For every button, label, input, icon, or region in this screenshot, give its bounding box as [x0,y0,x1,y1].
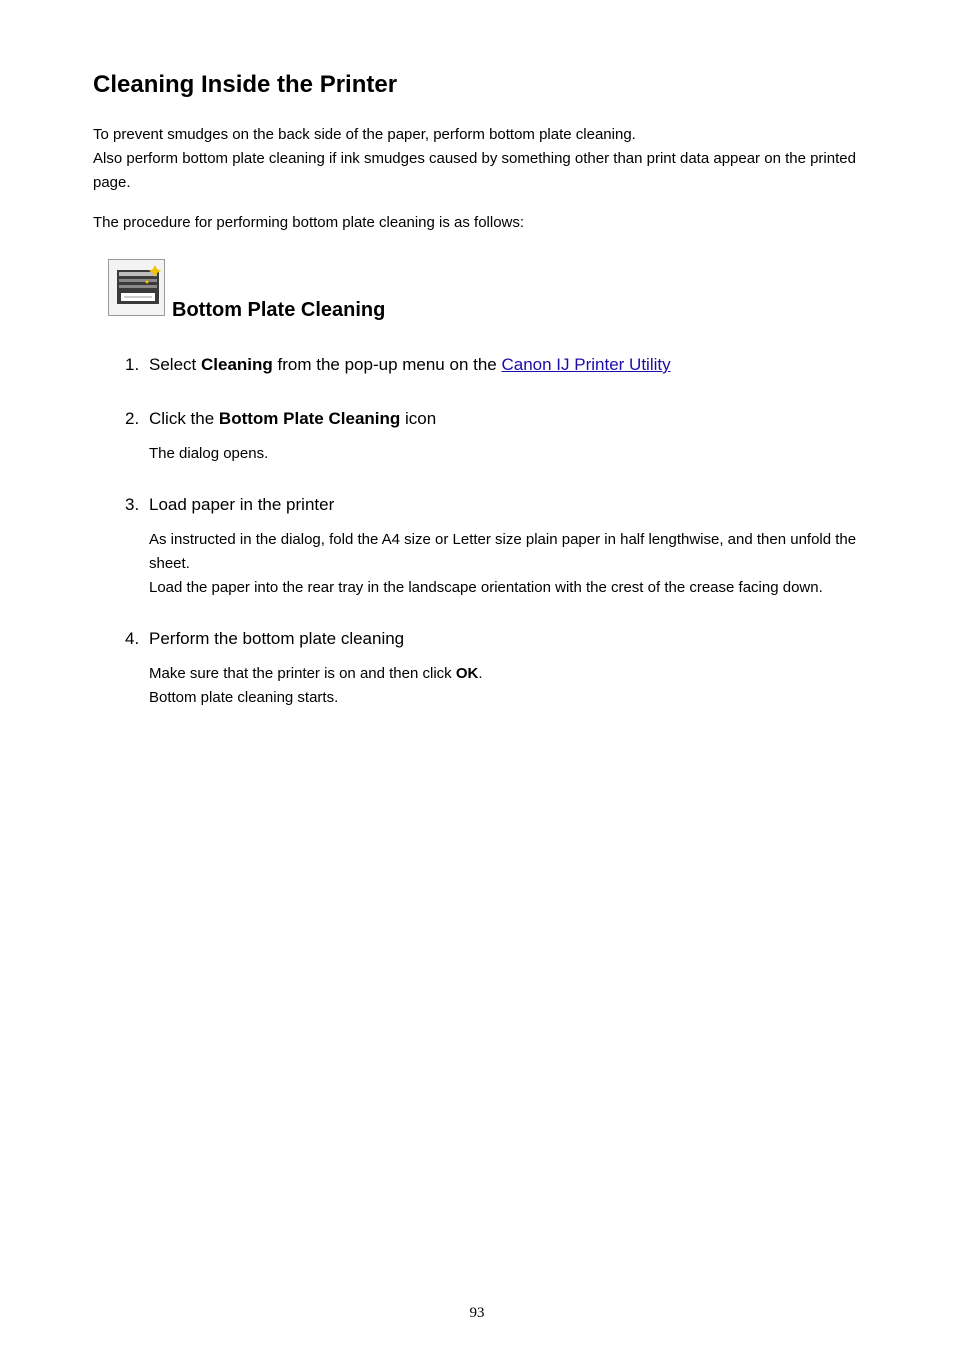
intro-line-1: To prevent smudges on the back side of the paper, perform bottom plate cleaning. [93,126,636,143]
step-2-body: The dialog opens. [149,445,269,462]
page-number: 93 [469,1305,485,1321]
step-2 [120,407,870,466]
step-4-body: Make sure that the printer is on and then click OK. Bottom plate cleaning starts. [149,665,483,706]
section-title: Bottom Plate Cleaning [172,299,386,321]
step-1-heading: 1. Select Cleaning from the pop-up menu on the Canon IJ Printer Utility [120,353,870,377]
cleaning-menu-label: Cleaning [200,355,273,374]
step-3-body: As instructed in the dialog, fold the A4 size or Letter size plain paper in half lengthwise, and then unfold the sheet. Load the paper into the rear tray in the landscape orientation with the crest of the crease facing down. [149,531,857,596]
step-4-number: 4. [125,629,140,648]
step-1 [120,353,870,377]
intro-paragraph [93,123,873,195]
step-4 [120,627,870,710]
step-3 [120,493,870,600]
step-3-number: 3. [125,495,140,514]
step-2-heading: 2. Click the Bottom Plate Cleaning icon [120,407,870,431]
intro-line-2: Also perform bottom plate cleaning if ink smudges caused by something other than print data appear on the printed page. [93,150,856,191]
bottom-plate-cleaning-icon [108,259,165,316]
canon-ij-printer-utility-link[interactable]: Canon IJ Printer Utility [501,355,671,374]
step-1-number: 1. [125,355,140,374]
ok-label: OK [455,665,479,682]
step-4-heading: 4. Perform the bottom plate cleaning [120,627,870,651]
procedure-text: The procedure for performing bottom plate cleaning is as follows: [93,214,525,231]
step-3-heading: 3. Load paper in the printer [120,493,870,517]
page-title: Cleaning Inside the Printer [93,71,398,98]
step-2-number: 2. [125,409,140,428]
bottom-plate-cleaning-label: Bottom Plate Cleaning [218,409,401,428]
